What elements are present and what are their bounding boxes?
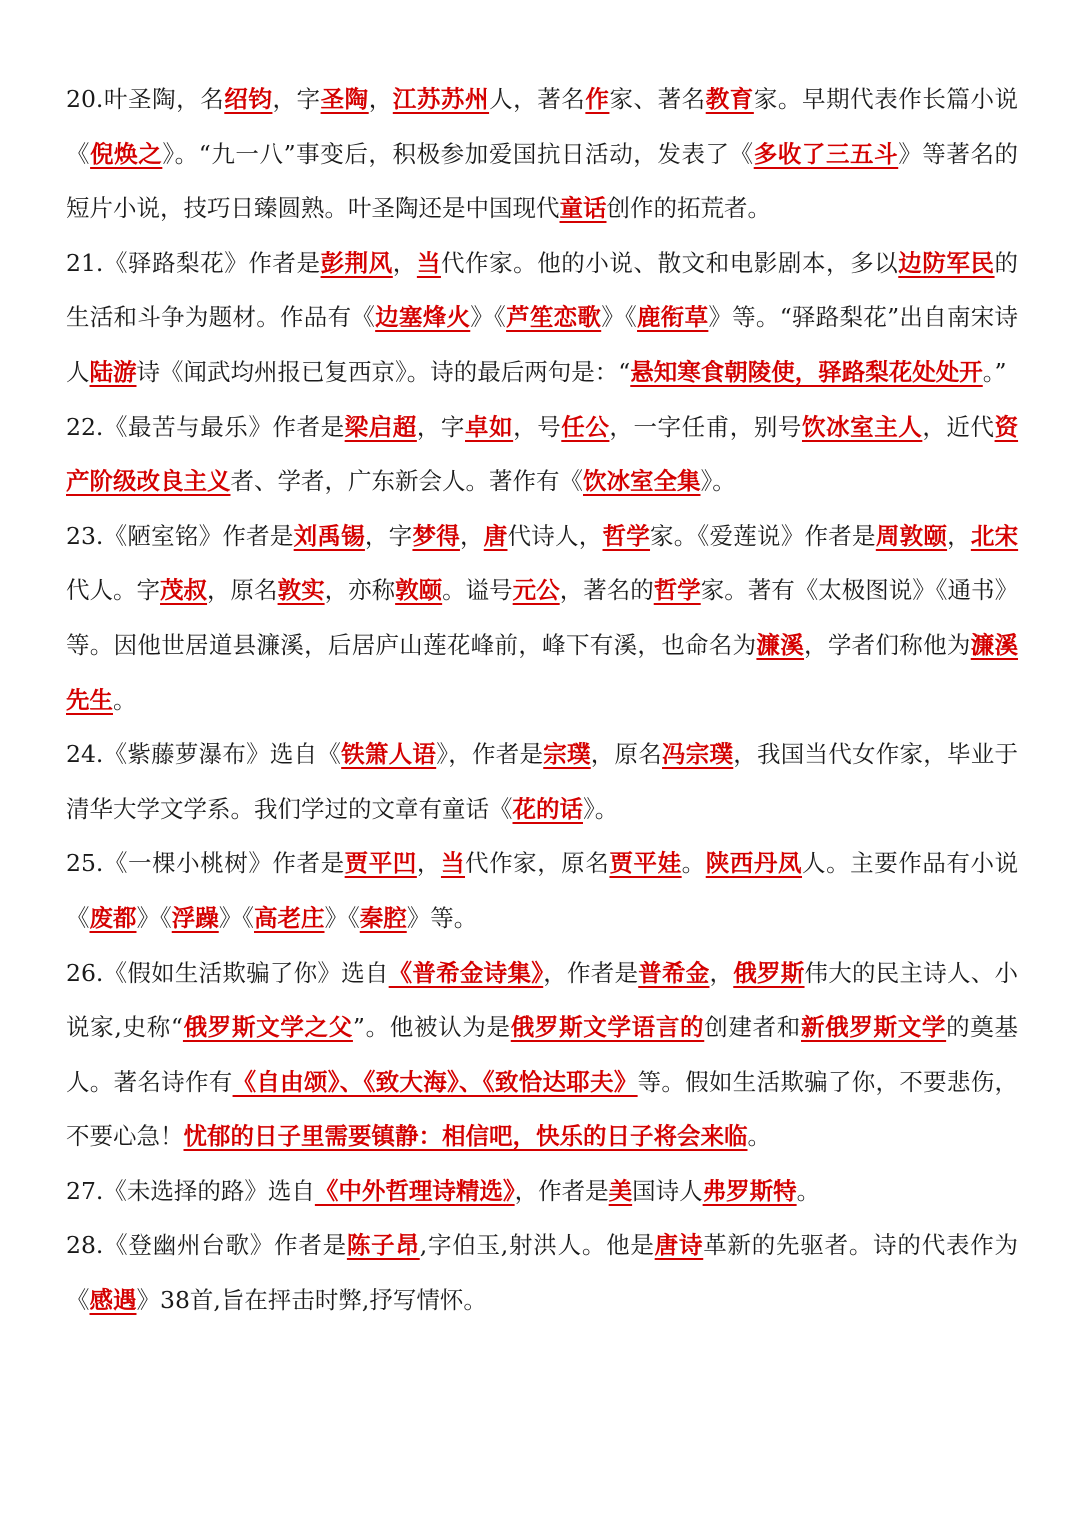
entry-text: ，字	[416, 412, 465, 441]
entry-text: 家。早期代表作长篇小说《	[66, 85, 1019, 168]
highlighted-term: 梦得	[412, 521, 460, 550]
entry-text: 》《	[601, 303, 638, 332]
highlighted-term: 圣陶	[320, 85, 369, 113]
highlighted-term: 陆游	[89, 357, 137, 386]
highlighted-term: 鹿衔草	[637, 303, 709, 332]
highlighted-term: 梁启超	[344, 412, 417, 441]
highlighted-term: 濂溪	[756, 630, 805, 659]
entry-text: 23.《陋室铭》作者是	[66, 521, 294, 550]
highlighted-term: 江苏苏州	[392, 85, 490, 113]
entry-27	[66, 1164, 1018, 1219]
highlighted-term: 贾平娃	[609, 849, 682, 878]
highlighted-term: 秦腔	[359, 903, 407, 932]
entry-text: ,字伯玉,射洪人。他是	[419, 1231, 655, 1260]
entry-text: ，亦称	[324, 576, 396, 605]
entry-text: 28.《登幽州台歌》作者是	[66, 1231, 347, 1260]
entry-text: 。	[747, 1122, 771, 1151]
highlighted-term: 陕西丹凤	[705, 849, 803, 878]
entry-text: ，著名的	[559, 576, 654, 605]
highlighted-term: 当	[440, 849, 466, 878]
entry-text: ，字	[364, 521, 413, 550]
entry-text: ，原名	[207, 576, 278, 605]
entry-text: 人。主要作品有小说《	[66, 849, 1019, 932]
highlighted-term: 茂叔	[160, 576, 208, 605]
entry-text: 的奠基人。著名诗作有	[66, 1013, 1018, 1096]
highlighted-term: 饮冰室主人	[801, 412, 923, 441]
entry-text: ，作者是	[543, 958, 639, 987]
entry-text: ，学者们称他为	[804, 630, 971, 659]
entry-28	[66, 1218, 1018, 1327]
entry-text: ，一字任甫，别号	[609, 412, 802, 441]
highlighted-term: 高老庄	[254, 903, 325, 932]
entry-text: 》《	[136, 903, 172, 932]
entry-25	[66, 836, 1018, 945]
highlighted-term: 元公	[512, 576, 560, 605]
entry-text: 。	[681, 849, 706, 878]
entry-24	[66, 727, 1018, 836]
highlighted-term: 周敦颐	[875, 521, 948, 550]
highlighted-term: 北宋	[970, 521, 1019, 550]
entry-text: ，近代	[922, 412, 995, 441]
entry-text: 。谥号	[442, 576, 513, 605]
highlighted-term: 饮冰室全集	[583, 467, 701, 496]
highlighted-term: 铁箫人语	[341, 740, 437, 769]
highlighted-term: 弗罗斯特	[702, 1176, 797, 1205]
entry-23	[66, 509, 1018, 727]
highlighted-term: 《自由颂》、《致大海》、《致恰达耶夫》	[232, 1067, 638, 1096]
entry-text: 创作的拓荒者。	[606, 194, 771, 223]
entry-text: 者、学者，广东新会人。著作有《	[230, 467, 583, 496]
entry-22	[66, 400, 1018, 509]
entry-text: 》。	[700, 467, 736, 496]
highlighted-term: 倪焕之	[90, 139, 163, 168]
highlighted-term: 宗璞	[543, 740, 591, 769]
entry-text: 21.《驿路梨花》作者是	[66, 248, 321, 277]
entry-text: 代诗人，	[507, 521, 603, 550]
entry-text: ，我国当代女作家，毕业于清华大学文学系。我们学过的文章有童话《	[66, 740, 1019, 823]
entry-text: 24.《紫藤萝瀑布》选自《	[66, 740, 342, 769]
highlighted-term: 刘禹锡	[293, 521, 365, 550]
highlighted-term: 哲学	[653, 576, 701, 605]
entry-text: 》《	[470, 303, 507, 332]
highlighted-term: 教育	[705, 85, 754, 113]
entry-text: 创建者和	[704, 1013, 801, 1042]
entry-text: ，号	[513, 412, 562, 441]
entry-text: 20.叶圣陶，名	[66, 85, 225, 113]
highlighted-term: 唐诗	[654, 1231, 704, 1260]
highlighted-term: 陈子昂	[346, 1231, 420, 1260]
highlighted-term: 感遇	[89, 1286, 137, 1315]
entry-20	[66, 72, 1018, 236]
highlighted-term: 废都	[89, 903, 137, 932]
entry-text: 。”	[982, 357, 1007, 386]
highlighted-term: 唐	[483, 521, 508, 550]
highlighted-term: 资产阶级改良主义	[66, 412, 1019, 496]
entry-text: 》等著名的短片小说，技巧日臻圆熟。叶圣陶还是中国现代	[66, 139, 1019, 223]
highlighted-term: 普希金	[638, 958, 710, 987]
entry-text: 家、著名	[609, 85, 706, 113]
entry-text: ，	[459, 521, 484, 550]
highlighted-term: 俄罗斯	[733, 958, 805, 987]
entry-text: 代作家。他的小说、散文和电影剧本，多以	[440, 248, 899, 277]
highlighted-term: 忧郁的日子里需要镇静：相信吧，快乐的日子将会来临	[183, 1122, 748, 1151]
highlighted-term: 俄罗斯文学语言的	[510, 1013, 705, 1042]
entry-text: ，字	[272, 85, 321, 113]
entry-text: 》《	[324, 903, 360, 932]
entry-text: 革新的先驱者。诗的代表作为《	[66, 1231, 1019, 1315]
entry-text: 》，作者是	[436, 740, 544, 769]
highlighted-term: 卓如	[465, 412, 514, 441]
highlighted-term: 多收了三五斗	[753, 139, 899, 168]
entry-text: 》。“九一八”事变后，积极参加爱国抗日活动，发表了《	[162, 139, 754, 168]
entry-text: 等。假如生活欺骗了你，不要悲伤，不要心急！	[66, 1067, 1019, 1151]
highlighted-term: 敦实	[277, 576, 325, 605]
highlighted-term: 花的话	[512, 794, 583, 823]
entry-text: 代作家，原名	[465, 849, 610, 878]
highlighted-term: 边塞烽火	[375, 303, 471, 332]
highlighted-term: 任公	[561, 412, 610, 441]
entry-text: 》。	[583, 794, 619, 823]
highlighted-term: 《中外哲理诗精选》	[314, 1176, 515, 1205]
entry-text: ，原名	[590, 740, 662, 769]
entry-text: 人，著名	[489, 85, 586, 113]
highlighted-term: 《普希金诗集》	[388, 958, 544, 987]
entry-text: ”。他被认为是	[352, 1013, 511, 1042]
entry-text: ，	[709, 958, 734, 987]
highlighted-term: 彭荆风	[320, 248, 393, 277]
entry-text: ，	[416, 849, 441, 878]
entry-text: 》等。	[406, 903, 478, 932]
highlighted-term: 边防军民	[898, 248, 995, 277]
entry-text: 。	[796, 1176, 821, 1205]
highlighted-term: 浮躁	[171, 903, 219, 932]
entry-text: 22.《最苦与最乐》作者是	[66, 412, 345, 441]
entry-text: 代人。字	[66, 576, 161, 605]
entry-text: 国诗人	[632, 1176, 703, 1205]
highlighted-term: 作	[585, 85, 610, 113]
entry-21	[66, 236, 1018, 400]
entry-text: 家。著有《太极图说》《通书》等。因他世居道县濂溪，后居庐山莲花峰前，峰下有溪，也命名为	[66, 576, 1019, 659]
entry-text: 家。《爱莲说》作者是	[650, 521, 876, 550]
entry-text: 》《	[218, 903, 254, 932]
highlighted-term: 俄罗斯文学之父	[182, 1013, 353, 1042]
highlighted-term: 濂溪先生	[66, 630, 1019, 714]
entry-text: 诗《闻武均州报已复西京》。诗的最后两句是：“	[136, 357, 631, 386]
entry-text: ，	[392, 248, 417, 277]
highlighted-term: 当	[416, 248, 441, 277]
entry-list	[66, 72, 1018, 1328]
highlighted-term: 芦笙恋歌	[506, 303, 602, 332]
entry-text: 的生活和斗争为题材。作品有《	[66, 248, 1019, 332]
highlighted-term: 悬知寒食朝陵使，驿路梨花处处开	[630, 357, 983, 386]
entry-text: 27.《未选择的路》选自	[66, 1176, 315, 1205]
entry-text: 》38首,旨在抨击时弊,抒写情怀。	[136, 1286, 487, 1315]
entry-text: 25.《一棵小桃树》作者是	[66, 849, 345, 878]
highlighted-term: 敦颐	[395, 576, 443, 605]
highlighted-term: 绍钧	[224, 85, 273, 113]
highlighted-term: 新俄罗斯文学	[801, 1013, 947, 1042]
entry-text: 》等。“驿路梨花”出自南宋诗人	[66, 303, 1019, 386]
entry-text: 伟大的民主诗人、小说家,史称“	[66, 958, 1019, 1042]
entry-26	[66, 946, 1018, 1164]
entry-text: ，	[947, 521, 971, 550]
highlighted-term: 贾平凹	[344, 849, 417, 878]
entry-text: ，作者是	[514, 1176, 609, 1205]
highlighted-term: 哲学	[602, 521, 651, 550]
highlighted-term: 童话	[559, 194, 607, 223]
entry-text: ，	[368, 85, 393, 113]
entry-text: 26.《假如生活欺骗了你》选自	[66, 958, 389, 987]
highlighted-term: 冯宗璞	[662, 740, 734, 769]
entry-text: 。	[113, 685, 137, 714]
highlighted-term: 美	[608, 1176, 633, 1205]
